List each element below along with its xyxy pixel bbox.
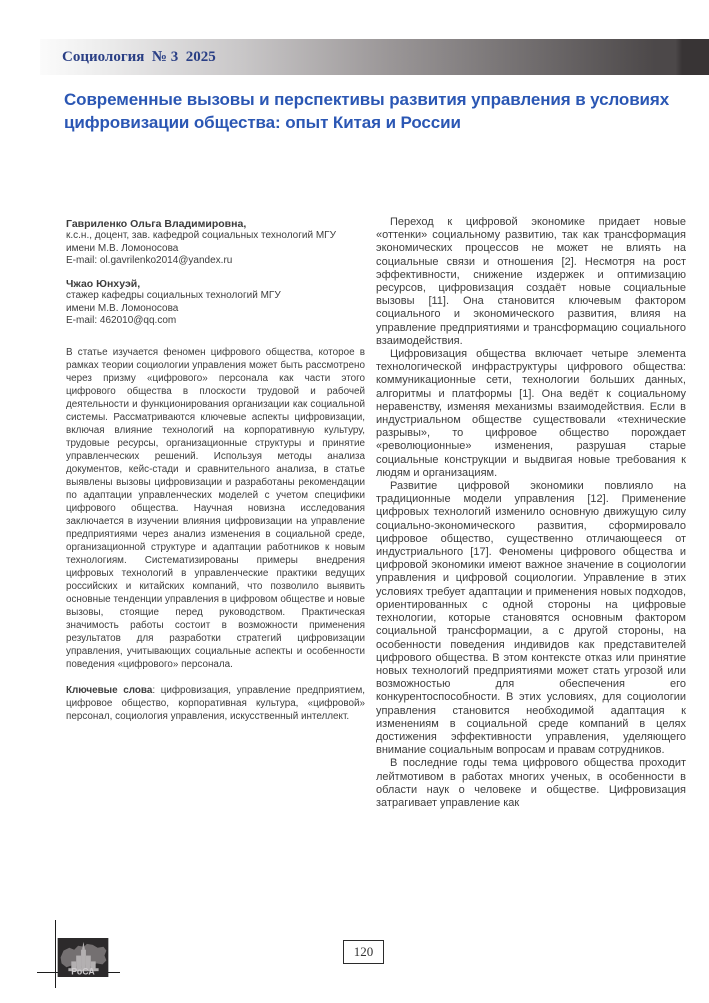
page-number: 120 [343, 940, 384, 964]
logo-text: РоСА [71, 966, 95, 977]
body-paragraph-2: Цифровизация общества включает четыре элемента технологической инфраструктуры цифрового общества: коммуникационные сети, технологии больших данных, алгоритмы и платформы [1]. Она ведёт к социальному неравенству, изменяя механизмы взаимодействия. Если в индустриальном обществе существовали «технические разрывы», то цифровое общество порождает «революционные» изменения, разрушая старые социальные конструкции и выдвигая новые требования к людям и организациям. [376, 348, 686, 479]
author-email: E-mail: ol.gavrilenko2014@yandex.ru [66, 254, 233, 266]
author-affiliation: к.с.н., доцент, зав. кафедрой социальных технологий МГУ [66, 230, 336, 242]
journal-header-bar [40, 39, 709, 75]
article-title: Современные вызовы и перспективы развития управления в условиях цифровизации общества: опыт Китая и России [64, 90, 670, 132]
author-affiliation: имени М.В. Ломоносова [66, 242, 179, 254]
author-block-1 [66, 218, 365, 267]
author-name: Чжао Юнхуэй, [66, 278, 141, 291]
author-email: E-mail: 462010@qq.com [66, 315, 177, 327]
left-column [66, 218, 365, 723]
keywords-label: Ключевые слова [66, 685, 153, 697]
body-paragraph-3: Развитие цифровой экономики повлияло на традиционные модели управления [12]. Применение цифровых технологий изменило основную движущую силу социально-экономического развития, сформировало цифровое общество, существенно отличающееся от индустриального [17]. Феномены цифрового общества и цифровой экономики имеют важное значение в социологии управления и цифровой социологии. Управление в этих условиях требует адаптации и применения новых подходов, ориентированных с одной стороны на цифровые технологии, которые становятся основным фактором социальной трансформации, а с другой стороны, на особенности поведения индивидов как представителей цифрового общества. В этом контексте отказ или принятие новых технологий предприятиями может стать угрозой или возможностью для обеспечения его конкурентоспособности. В этих условиях, для социологии управления становится необходимой адаптация к изменениям в социальной среде компаний в целях достижения эффективности управления, уделяющего внимание социальным вопросам и правам сотрудников. [376, 480, 686, 757]
journal-issue-label: Социология № 3 2025 [62, 48, 216, 65]
author-affiliation: стажер кафедры социальных технологий МГУ [66, 290, 281, 302]
author-affiliation: имени М.В. Ломоносова [66, 302, 179, 314]
keywords-paragraph [66, 684, 365, 723]
main-text-column [376, 216, 686, 810]
rosa-publisher-logo [57, 938, 109, 977]
author-block-2 [66, 278, 365, 327]
body-paragraph-1: Переход к цифровой экономике придает новые «оттенки» социальному развитию, так как трансформация экономических процессов не может не влиять на социальные связи и отношения [2]. Несмотря на рост эффективности, снижение издержек и оптимизацию ресурсов, цифровизация создаёт новые социальные вызовы [11]. Она становится ключевым фактором социального и экономического развития, влияя на управление предприятиями и трансформацию социального взаимодействия. [376, 216, 686, 347]
body-paragraph-4: В последние годы тема цифрового общества проходит лейтмотивом в работах многих ученых, в особенности в области наук о человеке и обществе. Цифровизация затрагивает управление как [376, 757, 686, 809]
crop-mark-vertical [55, 920, 56, 988]
abstract-text: В статье изучается феномен цифрового общества, которое в рамках теории социологии управления может быть рассмотрено через призму «цифрового» персонала как части этого цифрового общества в плоскости трудовой и рабочей деятельности и функционирования организации как социальной системы. Рассматриваются ключевые аспекты цифровизации, включая влияние технологий на корпоративную культуру, трудовые ресурсы, организационные структуры и принятие управленческих решений. Используя методы анализа документов, кейс-стади и сравнительного анализа, в статье выявлены вызовы цифровизации и разработаны рекомендации по адаптации управленческих моделей с учетом специфики цифрового общества. Научная новизна исследования заключается в изучении влияния цифровизации на управление предприятиями через анализ изменения в социальной среде, организационной структуре и адаптации работников к новым технологиям. Систематизированы примеры внедрения цифровых технологий в управленческие практики ведущих российских и китайских компаний, что позволило выявить основные тенденции управления в цифровом обществе и новые вызовы, стоящие перед руководством. Практическая значимость работы состоит в возможности применения результатов для разработки стратегий цифровизации управления, учитывающих социальные аспекты и особенности поведения «цифрового» персонала. [66, 347, 365, 671]
keywords-text: : цифровизация, управление предприятием, цифровое общество, корпоративная культура, «цифровой» персонал, социология управления, искусственный интеллект. [66, 685, 365, 723]
author-name: Гавриленко Ольга Владимировна, [66, 218, 247, 230]
